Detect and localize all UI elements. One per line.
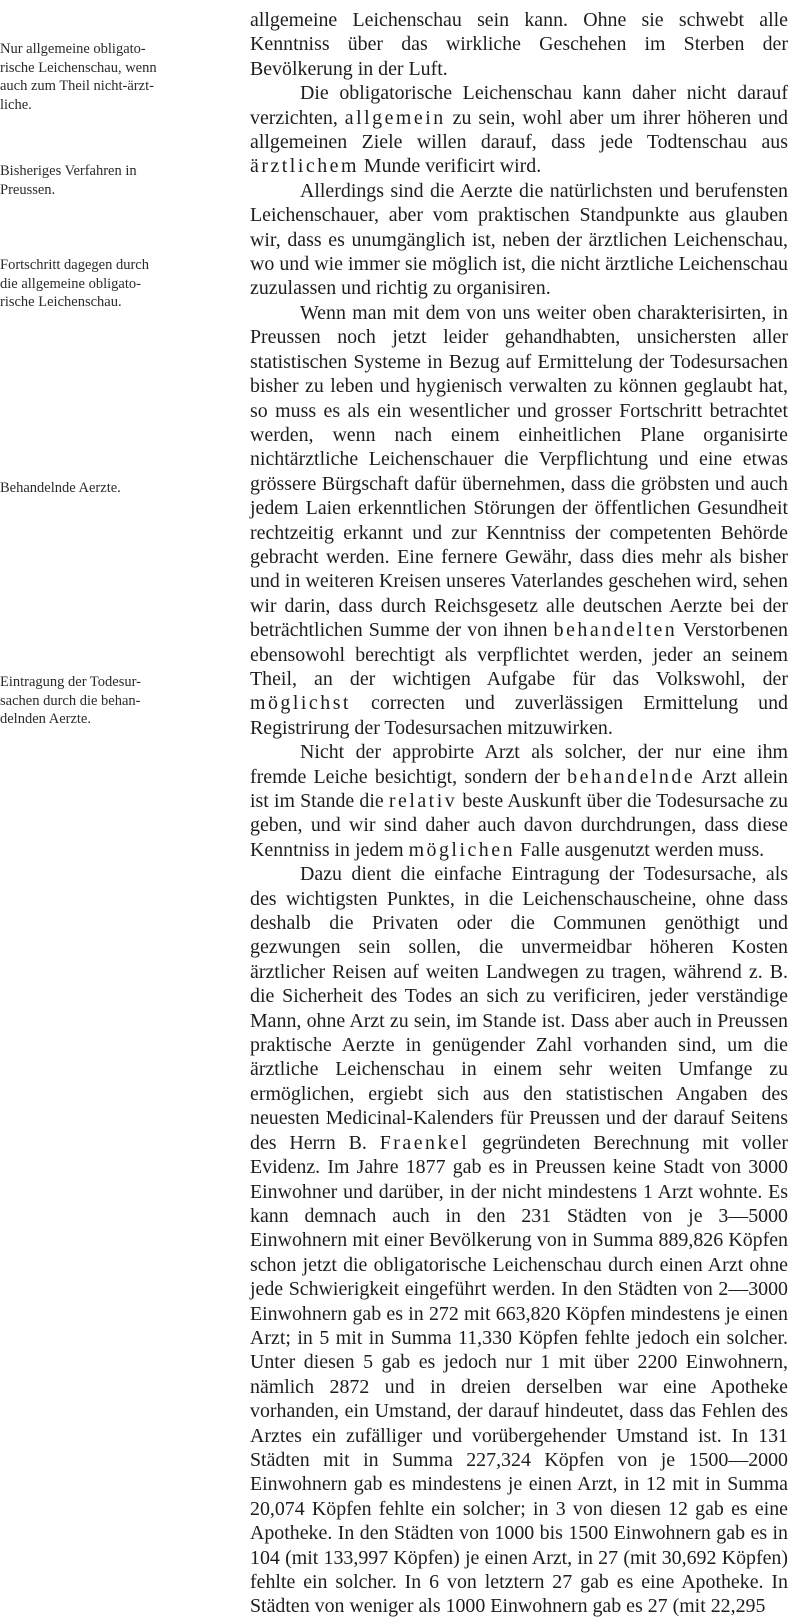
text-run: gegründeten Berechnung mit voller Evidenz. Im Jahre 1877 gab es in Preussen keine Stadt von 3000 Einwohner und darüber, in der nicht mindestens 1 Arzt wohnte. Es kann demnach auch in den 231 Städten von je 3—5000 Einwohnern mit einer Bevölkerung von in Summa 889,826 Köpfen schon jetzt die obligatorische Leichenschau durch einen Arzt ohne jede Schwierigkeit eingeführt werden. In den Städten von 2—3000 Einwohnern gab es in 272 mit 663,820 Köpfen mindestens je einen Arzt; in 5 mit in Summa 11,330 Köpfen fehlte jedoch ein solcher. Unter diesen 5 gab es jedoch nur 1 mit über 2200 Einwohnern, nämlich 2872 und in dreien derselben war eine Apotheke vorhanden, ein Umstand, der darauf hindeutet, dass das Fehlen des Arztes ein zufälliger und vorübergehender Umstand ist. In 131 Städten mit in Summa 227,324 Köpfen von je 1500—2000 Einwohnern gab es mindestens je einen Arzt, in 12 mit in Summa 20,074 Köpfen fehlte ein solcher; in 3 von diesen 12 gab es eine Apotheke. In den Städten von 1000 bis 1500 Einwohnern gab es in 104 (mit 133,997 Köpfen) je einen Arzt, in 27 (mit 30,692 Köpfen) fehlte ein solcher. In 6 von letztern 27 gab es eine Apotheke. In Städten von weniger als 1000 Einwohnern gab es 27 (mit 22,295	[250, 1131, 788, 1618]
margin-note-line: Fortschritt dagegen durch	[0, 257, 149, 273]
margin-note-line: sachen durch die behan-	[0, 692, 141, 709]
body-paragraph	[250, 179, 788, 301]
text-run: Munde verificirt wird.	[358, 155, 542, 178]
text-run: zu sein, wohl aber um ihrer höheren und allgemeinen Ziele willen darauf, dass jede Todtenschau aus	[250, 106, 789, 154]
margin-note	[0, 673, 240, 729]
spaced-emphasis: Fraenkel	[379, 1131, 470, 1154]
spaced-emphasis: behandelten	[553, 619, 678, 642]
margin-note-line: Eintragung der Todesur-	[0, 674, 141, 690]
text-run: Wenn man mit dem von uns weiter oben charakterisirten, in Preussen noch jetzt leider gehandhabten, unsichersten aller statistischen Systeme in Bezug auf Ermittelung der Todesursachen bisher zu leben und hygienisch verwalten zu können geglaubt hat, so muss es als ein wesentlicher und grosser Fortschritt betrachtet werden, wenn nach einem einheitlichen Plane organisirte nichtärztliche Leichenschauer die Verpflichtung und eine etwas grössere Bürgschaft dafür übernehmen, dass die gröbsten und auch jedem Laien erkenntlichen Störungen der öffentlichen Gesundheit rechtzeitig erkannt und zur Kenntniss der competenten Behörde gebracht werden. Eine fernere Gewähr, dass dies mehr als bisher und in weiteren Kreisen unseres Vaterlandes geschehen wird, sehen wir darin, dass durch Reichsgesetz alle deutschen Aerzte bei der beträchtlichen Summe der von ihnen	[250, 301, 788, 642]
text-run: Falle ausgenutzt werden muss.	[515, 838, 765, 861]
body-paragraph	[250, 301, 788, 740]
text-run: Dazu dient die einfache Eintragung der Todesursache, als des wichtigsten Punktes, in die Leichenschauscheine, ohne dass deshalb die Privaten oder die Communen genöthigt und gezwungen sein sollen, die unvermeidbar höheren Kosten ärztlicher Reisen auf weiten Landwegen zu tragen, während z. B. die Sicherheit des Todes an sich zu verificiren, jeder verständige Mann, ohne Arzt zu sein, im Stande ist. Dass aber auch in Preussen praktische Aerzte in genügender Zahl vorhanden sind, um die ärztliche Leichenschau in einem sehr weiten Umfange zu ermöglichen, ergiebt sich aus den statistischen Angaben des neuesten Medicinal-Kalenders für Preussen und der darauf Seitens des Herrn B.	[250, 863, 788, 1154]
text-run: beste Auskunft über die Todesursache zu geben, und wir sind daher auch davon durchdrungen, dass diese Kenntniss in jedem	[250, 790, 788, 861]
margin-note	[0, 162, 240, 199]
margin-note-line: Preussen.	[0, 181, 56, 198]
text-run: Arzt allein ist im Stande die	[250, 765, 788, 812]
text-run: Die obligatorische Leichenschau kann daher nicht darauf verzichten,	[250, 82, 788, 129]
margin-note-line: liche.	[0, 96, 32, 113]
text-run: Verstorbenen ebensowohl berechtigt als verpflichtet werden, jeder an seinem Theil, an der wichtigen Aufgabe für das Volkswohl, der	[250, 619, 788, 690]
margin-note-line: auch zum Theil nicht-ärzt-	[0, 78, 154, 94]
margin-note-line: delnden Aerzte.	[0, 711, 91, 727]
spaced-emphasis: möglichst	[250, 692, 351, 715]
text-run: Allerdings sind die Aerzte die natürlichsten und berufensten Leichenschauer, aber vom praktischen Standpunkte aus glauben wir, dass es unumgänglich ist, neben der ärztlichen Leichenschau, wo und wie immer sie möglich ist, die nicht ärztliche Leichenschau zuzulassen und richtig zu organisiren.	[250, 179, 788, 300]
margin-note	[0, 256, 240, 312]
spaced-emphasis: relativ	[388, 790, 458, 812]
text-run: correcten und zuverlässigen Ermittelung und Registrirung der Todesursachen mitzuwirken.	[250, 692, 788, 739]
margin-note-line: die allgemeine obligato-	[0, 275, 141, 292]
text-run: Nicht der approbirte Arzt als solcher, der nur eine ihm fremde Leiche besichtigt, sondern der	[250, 741, 788, 788]
margin-note-line: Behandelnde Aerzte.	[0, 480, 121, 496]
margin-note-line: rische Leichenschau, wenn	[0, 59, 157, 76]
spaced-emphasis: ärztlichem	[250, 155, 359, 178]
spaced-emphasis: möglichen	[408, 838, 516, 861]
text-run: allgemeine Leichenschau sein kann. Ohne sie schwebt alle Kenntniss über das wirkliche Geschehen im Sterben der Bevölkerung in der Luft.	[250, 9, 788, 80]
body-paragraph	[250, 862, 788, 1619]
margin-note-line: Bisheriges Verfahren in	[0, 163, 137, 179]
spaced-emphasis: behandelnde	[567, 765, 696, 788]
margin-note	[0, 40, 240, 114]
body-paragraph	[250, 81, 788, 179]
margin-note-line: rische Leichenschau.	[0, 294, 122, 310]
body-paragraph	[250, 8, 788, 81]
margin-note	[0, 479, 240, 498]
spaced-emphasis: allgemein	[344, 106, 446, 129]
body-paragraph	[250, 740, 788, 862]
page-body-text	[250, 8, 788, 1619]
margin-note-line: Nur allgemeine obligato-	[0, 41, 146, 57]
